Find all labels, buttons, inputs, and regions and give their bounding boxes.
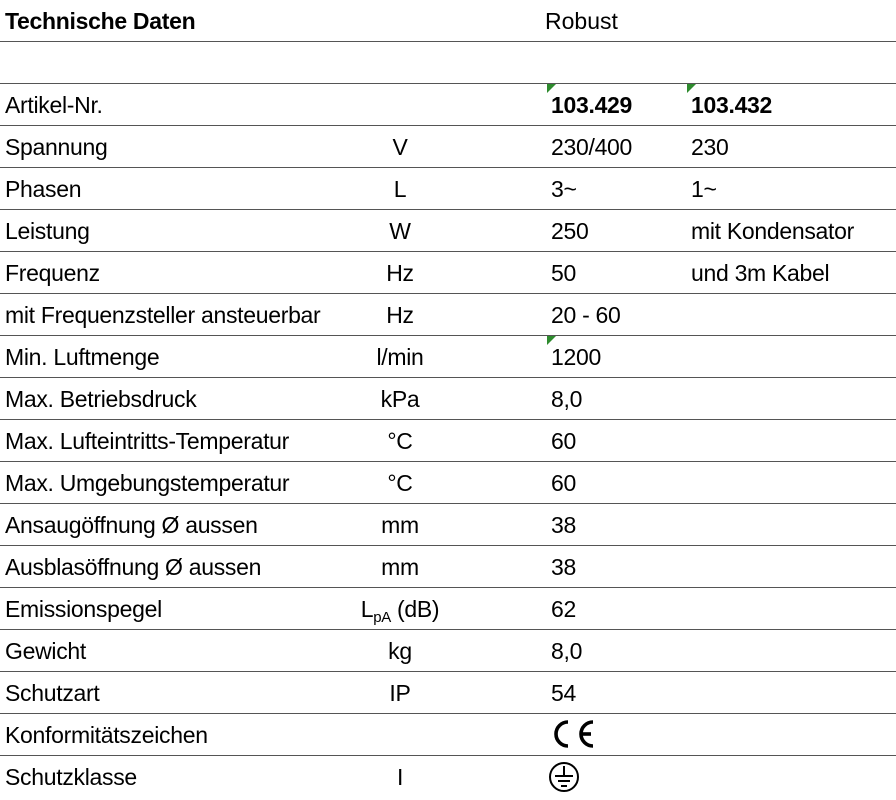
page-title: Technische Daten (5, 8, 196, 34)
row-value-2: 1~ (691, 176, 717, 202)
row-unit: V (392, 134, 408, 160)
table-row (0, 756, 896, 797)
row-unit: L (393, 176, 407, 202)
row-label: Emissionspegel (5, 596, 162, 622)
table-row (0, 84, 896, 126)
table-row (0, 126, 896, 168)
row-unit: °C (387, 428, 413, 454)
table-row (0, 336, 896, 378)
row-value-1: 1200 (551, 344, 601, 370)
row-value-1: 54 (551, 680, 576, 706)
table-row (0, 462, 896, 504)
row-label: Max. Umgebungstemperatur (5, 470, 290, 496)
row-label: Konformitätszeichen (5, 722, 208, 748)
table-row (0, 714, 896, 756)
table-row (0, 504, 896, 546)
row-label: Ansaugöffnung Ø aussen (5, 512, 258, 538)
row-value-1: 250 (551, 218, 589, 244)
row-value-1: 230/400 (551, 134, 633, 160)
row-value-1: 8,0 (551, 386, 583, 412)
article-number-2: 103.432 (691, 92, 773, 118)
row-unit: mm (381, 512, 419, 538)
row-label: Max. Lufteintritts-Temperatur (5, 428, 290, 454)
unit-tail: (dB) (390, 596, 440, 622)
article-number-1: 103.429 (551, 92, 633, 118)
row-value-1: 50 (551, 260, 576, 286)
row-unit: I (396, 764, 404, 790)
row-unit: l/min (376, 344, 424, 370)
row-label: Spannung (5, 134, 108, 160)
row-unit: kg (388, 638, 412, 664)
row-value-1: 38 (551, 554, 576, 580)
table-row (0, 546, 896, 588)
row-unit: Hz (386, 260, 414, 286)
row-value-1: 38 (551, 512, 576, 538)
row-label: Gewicht (5, 638, 86, 664)
table-row (0, 420, 896, 462)
row-value-1: 3~ (551, 176, 577, 202)
spec-table (0, 84, 896, 797)
unit-subscript: pA (373, 609, 391, 626)
row-unit (361, 596, 440, 626)
row-unit: IP (389, 680, 411, 706)
unit-main: L (360, 596, 374, 622)
row-value-1: 62 (551, 596, 576, 622)
row-value-1: 8,0 (551, 638, 583, 664)
row-unit: kPa (380, 386, 420, 412)
table-row (0, 210, 896, 252)
model-name: Robust (545, 8, 618, 34)
ce-mark-icon (548, 716, 596, 758)
table-row (0, 252, 896, 294)
table-header (0, 0, 896, 42)
row-label: Ausblasöffnung Ø aussen (5, 554, 262, 580)
row-value-1: 20 - 60 (551, 302, 621, 328)
row-unit: °C (387, 470, 413, 496)
table-row (0, 630, 896, 672)
row-unit: mm (381, 554, 419, 580)
row-label: Min. Luftmenge (5, 344, 160, 370)
row-value-1: 60 (551, 470, 576, 496)
table-row (0, 168, 896, 210)
row-unit: W (389, 218, 411, 244)
row-value-2: und 3m Kabel (691, 260, 830, 286)
row-unit: Hz (386, 302, 414, 328)
row-label: Schutzklasse (5, 764, 137, 790)
table-row (0, 378, 896, 420)
row-value-2: 230 (691, 134, 729, 160)
row-label: Max. Betriebsdruck (5, 386, 197, 412)
table-row (0, 672, 896, 714)
row-label: Schutzart (5, 680, 100, 706)
table-row (0, 294, 896, 336)
spacer-row (0, 42, 896, 84)
row-value-2: mit Kondensator (691, 218, 854, 244)
table-row (0, 588, 896, 630)
row-label: mit Frequenzsteller ansteuerbar (5, 302, 321, 328)
row-label: Phasen (5, 176, 82, 202)
row-label: Artikel-Nr. (5, 92, 103, 118)
row-value-1: 60 (551, 428, 576, 454)
protective-earth-icon (548, 758, 582, 800)
row-label: Frequenz (5, 260, 100, 286)
row-label: Leistung (5, 218, 90, 244)
